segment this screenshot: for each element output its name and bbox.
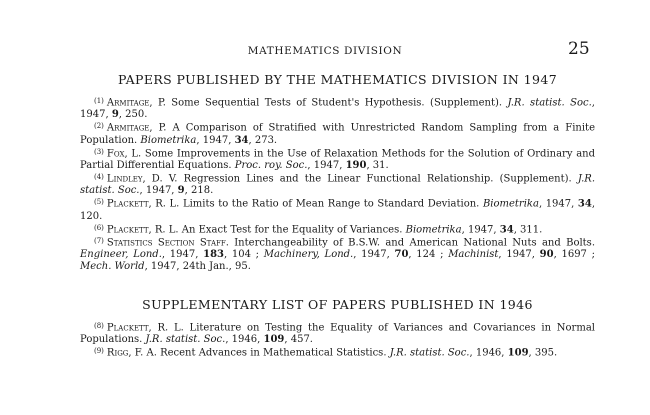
reference-entry: $^{(7)}$ Statistics Section Staff. Interchangeability of B.S.W. and American National Nuts and Bolts. Engineer, Lond., 1947, 183, 104 ; Machinery, Lond., 1947, 70, 124 ; Machinist, 1947, 90, 1697 ; Mech. World, 1947, 24th Jan., 95. xyxy=(80,236,595,273)
running-head: MATHEMATICS DIVISION xyxy=(247,45,403,57)
reference-entry: $^{(2)}$ Armitage, P. A Comparison of Stratified with Unrestricted Random Sampling from a Finite Population. Biometrika, 1947, 34, 273. xyxy=(80,122,595,146)
reference-entry: $^{(5)}$ Plackett, R. L. Limits to the Ratio of Mean Range to Standard Deviation. Biometrika, 1947, 34, 120. xyxy=(80,198,595,222)
reference-entry: $^{(4)}$ Lindley, D. V. Regression Lines and the Linear Functional Relationship. (Supplement). J.R. statist. Soc., 1947, 9, 218. xyxy=(80,172,595,197)
reference-entry: $^{(6)}$ Plackett, R. L. An Exact Test for the Equality of Variances. Biometrika, 1947, 34, 311. xyxy=(94,223,543,236)
reference-entry: $^{(1)}$ Armitage, P. Some Sequential Tests of Student's Hypothesis. (Supplement). J.R. statist. Soc., 1947, 9, 250. xyxy=(80,97,595,121)
reference-entry: $^{(9)}$ Rigg, F. A. Recent Advances in Mathematical Statistics. J.R. statist. Soc., 1946, 109, 395. xyxy=(94,347,558,359)
section-heading-1946: SUPPLEMENTARY LIST OF PAPERS PUBLISHED IN 1946 xyxy=(142,297,533,312)
reference-list-1946 xyxy=(80,321,595,360)
reference-entry: $^{(8)}$ Plackett, R. L. Literature on Testing the Equality of Variances and Covariances in Normal Populations. J.R. statist. Soc., 1946, 109, 457. xyxy=(80,322,595,346)
section-heading-1947: PAPERS PUBLISHED BY THE MATHEMATICS DIVISION IN 1947 xyxy=(117,72,558,87)
reference-entry: $^{(3)}$ Fox, L. Some Improvements in the Use of Relaxation Methods for the Solution of Ordinary and Partial Differential Equations. Proc. roy. Soc., 1947, 190, 31. xyxy=(80,147,595,172)
page-number: 25 xyxy=(568,39,590,59)
reference-list-1947 xyxy=(80,96,595,273)
